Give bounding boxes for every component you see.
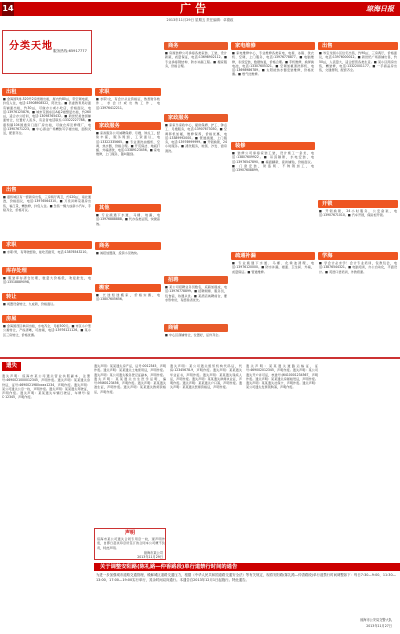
section-text: ■ 诚招加盟商，投资小见效快。 [96, 251, 141, 255]
newspaper-brand: 琼海日报 [366, 4, 394, 13]
section-header: 家政服务 [95, 122, 161, 130]
page-title: 广告 [180, 2, 210, 15]
lost-notice-column: 遗失声明：某公司遗失组织机构代码证，代码:12345678-9，声明作废。遗失声明：某某遗失毕业证书，声明作废。遗失声明：某某遗失残疾人证，声明作废。遗失声明：某某遗失律师执业证，声明作废。遗失声明：某某遗失户口簿，声明作废。遗失声明：某某遗失医师资格证，声明作废。 [170, 364, 242, 390]
section-text: ■ 金海园5排-520号2房宽敞出租，屋内约80㎡，带空调电视，拎包入住，电话:13908908522，陈先生。■ 县委教育局对面有铺面出租，约30㎡，可做办公或小吃店，价格面议，电话:13976125876。■ 城市花园东区A栋2楼整层出租，约260㎡，适合办公培训，电话:13098765432。■ 新世纪美食街铺面转让，位置好人流多，有意者电话联系:13322227788。■ 嘉积镇104国道旁门面厂房出租，可做仓库及修理厂，电话:13907671223。■ 中心商业广场精装写字楼出租，面积灵活，配套齐全。 [3, 97, 91, 136]
statement-date: 2013年11月29日 [137, 555, 163, 559]
section-header: 商务 [164, 42, 228, 50]
section-header: 房屋 [2, 315, 92, 323]
section-text: ■ 家家乐家政中心，提供保姆、护工、钟点工、月嫂服务，电话:13907673030。■ 空调移机加氟，维修保养，价格优惠，电话:13389992000。■ 管道疏通，上门服务，电话:13976999999。■ 开锁换锁，24小时服务。■ 清洗服务，地毯、沙发、窗帘清洗。 [165, 123, 227, 153]
section-header: 出租 [2, 88, 92, 96]
notice-signer: 琼海市公安局交警大队 [360, 618, 392, 622]
section-header: 求职 [2, 241, 92, 249]
statement-signer: 琼海市某公司 [143, 551, 163, 555]
lost-notice-column: 遗失声明：某某遗失房产证，证号:0012345，声明作废。遗失声明：某某遗失土地使用证，声明作废。遗失声明：某公司遗失税务登记证副本，声明作废。遗失声明：某某遗失出生医学证明，编号:M460123456，声明作废。遗失声明：某某遗失准生证，声明作废。遗失声明：某某遗失教师资格证，声明作废。 [94, 364, 166, 394]
section-header: 疏通补漏 [231, 252, 315, 260]
section-text: ■ 闲置设备转让，九成新，价格面议。 [3, 302, 57, 306]
page-number: 14 [2, 2, 14, 16]
section-text: ■ 家电维修中心，专业维修各类家电，电视、冰箱、洗衣机、空调，上门服务，电话:13976778877。■ 电脑维修，系统安装，数据恢复，价格合理。■ 手机维修，换屏换电池，电话:13307605321。■ 空调加氟清洗移机，电话:13698986789。■ 太阳能热水器安装维修，价格优惠。■ 燃气灶维修。 [232, 51, 314, 77]
section-text: ■ 房屋装修公司承接各类家装、工装，设计新颖，质量保证，电话:13698902112。■ 专业承接钢结构、防水补漏工程。■ 搬家服务，价格合理。 [165, 51, 227, 68]
section-text: ■ 求职:男，有驾驶经验，能吃苦耐劳，电话:13876543210。 [3, 250, 90, 254]
section-header: 开锁 [318, 200, 398, 208]
statement-text: 琼海市某公司遗失合同专用章一枚，现声明作废，自即日起该印章所签订的合同本公司概不负责，特此声明。 [97, 537, 165, 550]
lost-notice-column: 遗失声明：琼海市某公司遗失营业执照副本，注册号:4690021000012345，声明作废。遗失声明：某某遗失身份证，证号:4690021980xxxx1234，声明作废。遗失声明：某公司遗失公章一枚，声明作废。遗失声明：某某遗失驾驶证，声明作废。遗失声明：某某遗失车辆行驶证，车牌号:琼C·12345，声明作废。 [2, 374, 90, 400]
issue-line: 2013年11月29日 星期五 责任编辑：卓德政 [166, 18, 234, 22]
hotline: 服务热线:65917777 [53, 49, 87, 53]
section-header: 出售 [2, 186, 92, 194]
section-header: 其他 [95, 204, 161, 212]
section-header: 装修 [231, 142, 315, 150]
section-text: ■ 长途短途搬家，价格实惠，电话:13807605656。 [96, 293, 160, 302]
section-header: 出售 [318, 42, 398, 50]
section-header: 求职 [95, 88, 161, 96]
section-text: ■ 嘉积城区有一套新房出售，三房两厅两卫，约120㎡，南北通透，价格面议，电话:13976564310。■ 万泉河畔景观房出售，看江景，精装修，拎包入住。■ 急售一辆九成新小汽车，手续齐全，价格可议。 [3, 195, 91, 212]
section-text: ■ 岑宝龙园小区住宅出售，约90㎡，三房两厅，价格面议，电话:13976000012。■ 新世纪广场商铺出售，约50㎡，人流量大，适合经营各类生意。■ 某小区两房出售，精装修，电话:13322001177。■ 一手商品房出售，交通便利，配套齐全。 [319, 51, 397, 73]
section-text: ■ 家政服务公司诚聘保姆、月嫂、钟点工，经验丰富，服务周到，工资面议，电话:13322335665。■ 专业清洗油烟机、空调、热水器，价格合理。■ 开荒保洁、地板打蜡、外墙清洗，电话:13389123456。■ 家电维修，上门服务，随叫随到。 [96, 131, 160, 157]
banner-title: 分类天地 [9, 41, 53, 52]
section-text: ■ 服装库存清仓处理，数量大价格低，欢迎批发，电话:13518889098。 [3, 276, 91, 285]
section-header: 商务 [95, 242, 161, 250]
section-header: 搬家 [95, 284, 161, 292]
lost-notice-header: 遗失 [2, 362, 21, 371]
section-header: 学海 [318, 252, 398, 260]
notice-date: 2013年11月27日 [366, 624, 392, 628]
section-text: ■ 学会计必求学！会计专业培训，包教包会，电话:13876544321。■ 电脑培训，办公自动化，平面设计。■ 英语口语培训，外教授课。 [319, 261, 397, 274]
statement-box [94, 528, 166, 560]
section-header: 招聘 [164, 276, 228, 284]
section-text: ■ 专业疏通下水道、马桶、地漏，电话:13976888888。■ 代办各类证照，快捷高效。 [96, 213, 160, 226]
classified-banner [2, 30, 92, 74]
section-divider [0, 357, 400, 359]
notice-text: 为进一步加强城市道路交通管理，缓解城区道路交通压力，根据《中华人民共和国道路交通安全法》等有关规定，现将安阳路(陈礼路—仲香路段)单行道禁行时间调整如下：每日7:30—9:00、11:30—13:00、17:00—19:00实行单行，其余时间双向通行。本通告自2013年12月1日起施行。特此通告。 [96, 573, 396, 582]
notice-title: 关于调整安阳路(陈礼路—仲香路段)单行道禁行时间的通告 [94, 563, 400, 571]
section-header: 转让 [2, 293, 92, 301]
section-header: 家电维修 [231, 42, 315, 50]
section-text: ■ 装修公司承接家装工装，设计施工一条龙，电话:13807609922。■ 吊顶隔断，水电安装，电话:13976547890。■ 墙面翻新，瓷砖铺贴，价格面议。■ 门窗安装，防盗网、不锈钢加工，电话:13907608899。 [232, 151, 314, 173]
section-header: 家政服务 [164, 114, 228, 122]
lost-notice-column: 遗失声明：某某遗失道路运输证，证号:469002012345，声明作废。遗失声明：某公司遗失开户许可证，核准号:J6410001234567，声明作废。遗失声明：某某遗失房屋租赁证，声明作废。遗失声明：某某遗失社保卡，声明作废。遗失声明：某公司遗失发票领购簿，声明作废。 [246, 364, 318, 390]
section-text: ■ 某公司招聘业务员数名，底薪加提成，电话:13976778899。■ 招聘厨师、服务员，包食宿，待遇从优。■ 某酒店诚聘前台，要求形象好，有经验者优先。 [165, 285, 227, 302]
section-text: ■ 求职:女，有会计从业资格证，熟悉财务软件，求会计或出纳工作，电话:13976412211。 [96, 97, 160, 110]
section-header: 库存处理 [2, 267, 92, 275]
section-header: 商铺 [164, 324, 228, 332]
section-text: ■ 中心区商铺转让，位置好，证件齐全。 [165, 333, 222, 337]
page-header [0, 0, 400, 26]
section-text: ■ 专业疏通下水道、马桶、化粪池清理，电话:13976120000。■ 防水补漏，楼面、卫生间、外墙，质量保证。■ 管道维修。 [232, 261, 314, 274]
section-text: ■ 开锁换锁，24小时服务，公安备案，电话:13907671010。■ 汽车开锁，保险柜开锁。 [319, 209, 397, 218]
section-text: ■ 金海园西区单间出租，水电齐全，月租500元。■ 市区小户型公寓转让，产权清晰，可按揭，电话:13976121126。■ 某小区三房转让，价格优惠。 [3, 324, 91, 337]
statement-title: 声明 [124, 530, 135, 536]
